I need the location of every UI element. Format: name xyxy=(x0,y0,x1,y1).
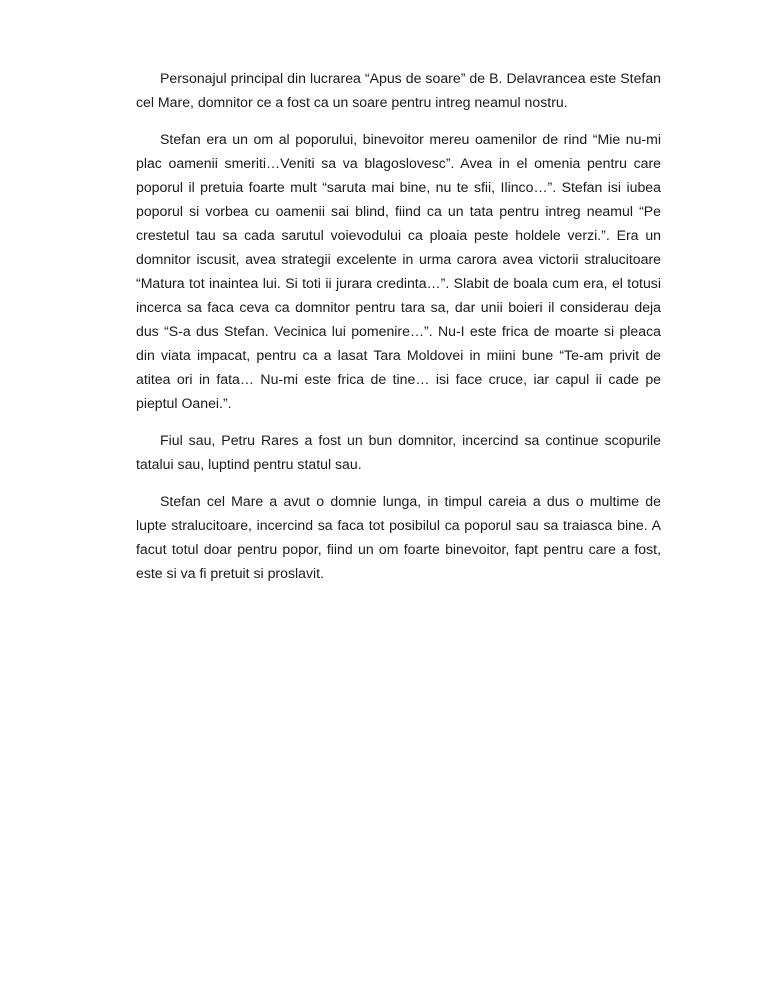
document-body xyxy=(136,66,661,598)
paragraph-son: Fiul sau, Petru Rares a fost un bun domnitor, incercind sa continue scopurile tatalui sau, luptind pentru statul sau. xyxy=(136,432,661,472)
paragraph-conclusion: Stefan cel Mare a avut o domnie lunga, in timpul careia a dus o multime de lupte stralucitoare, incercind sa faca tot posibilul ca poporul sau sa traiasca bine. A facut totul doar pentru popor, fiind un om foarte binevoitor, fapt pentru care a fost, este si va fi pretuit si proslavit. xyxy=(136,493,661,581)
paragraph-intro: Personajul principal din lucrarea “Apus de soare” de B. Delavrancea este Stefan cel Mare, domnitor ce a fost ca un soare pentru intreg neamul nostru. xyxy=(136,70,661,110)
paragraph-character: Stefan era un om al poporului, binevoitor mereu oamenilor de rind “Mie nu-mi plac oamenii smeriti…Veniti sa va blagoslovesc”. Avea in el omenia pentru care poporul il pretuia foarte mult “saruta mai bine, nu te sfii, Ilinco…”. Stefan isi iubea poporul si vorbea cu oamenii sai blind, fiind ca un tata pentru intreg neamul “Pe crestetul tau sa cada sarutul voievodului ca ploaia peste holdele verzi.”. Era un domnitor iscusit, avea strategii excelente in urma carora avea victorii stralucitoare “Matura tot inaintea lui. Si toti ii jurara credinta…”. Slabit de boala cum era, el totusi incerca sa faca ceva ca domnitor pentru tara sa, dar unii boieri il considerau deja dus “S-a dus Stefan. Vecinica lui pomenire…”. Nu-I este frica de moarte si pleaca din viata impacat, pentru ca a lasat Tara Moldovei in miini bune “Te-am privit de atitea ori in fata… Nu-mi este frica de tine… isi face cruce, iar capul ii cade pe pieptul Oanei.”. xyxy=(136,131,661,411)
